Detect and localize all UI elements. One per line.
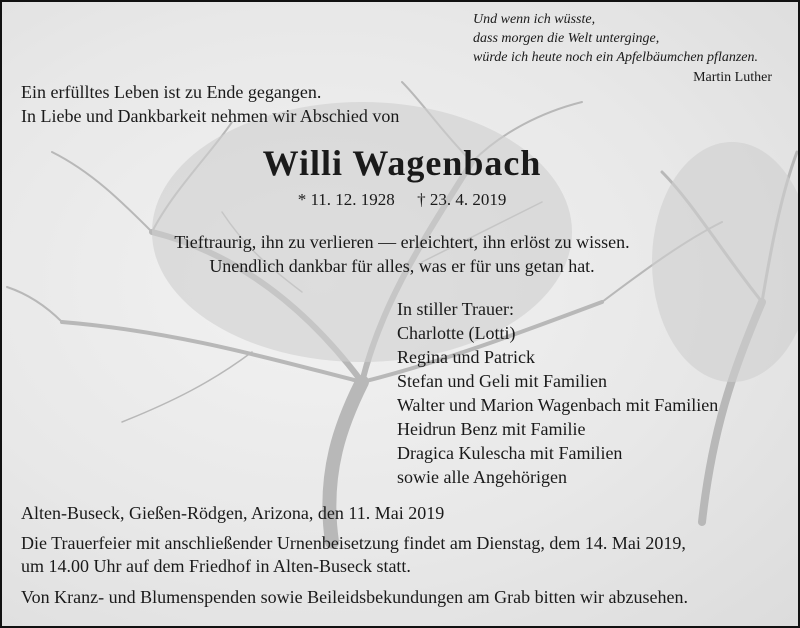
mourner-entry: Stefan und Geli mit Familien: [397, 371, 607, 391]
intro-text: [21, 80, 399, 128]
intro-line: In Liebe und Dankbarkeit nehmen wir Abschied von: [21, 106, 400, 126]
quote-author: Martin Luther: [693, 70, 772, 85]
donation-request: Von Kranz- und Blumenspenden sowie Beileidsbekundungen am Grab bitten wir abzusehen.: [21, 587, 689, 607]
ceremony-line: um 14.00 Uhr auf dem Friedhof in Alten-Buseck statt.: [21, 556, 411, 576]
quote-line: würde ich heute noch ein Apfelbäumchen pflanzen.: [473, 50, 758, 65]
quote-line: Und wenn ich wüsste,: [473, 12, 596, 27]
motto-text: [2, 230, 800, 278]
mourner-entry: Heidrun Benz mit Familie: [397, 419, 586, 439]
mourner-entry: sowie alle Angehörigen: [397, 467, 567, 487]
motto-line: Tieftraurig, ihn zu verlieren — erleichtert, ihn erlöst zu wissen.: [174, 232, 630, 252]
mourner-entry: Regina und Patrick: [397, 347, 535, 367]
quote-block: [473, 10, 783, 67]
deceased-name: Willi Wagenbach: [262, 143, 542, 183]
mourner-entry: Dragica Kulescha mit Familien: [397, 443, 623, 463]
mourners-list: [397, 297, 718, 489]
mourner-entry: Charlotte (Lotti): [397, 323, 516, 343]
quote-line: dass morgen die Welt unterginge,: [473, 31, 660, 46]
life-dates: [2, 190, 800, 210]
ceremony-line: Die Trauerfeier mit anschließender Urnenbeisetzung findet am Dienstag, dem 14. Mai 2019,: [21, 533, 686, 553]
motto-line: Unendlich dankbar für alles, was er für uns getan hat.: [209, 256, 595, 276]
place-date: Alten-Buseck, Gießen-Rödgen, Arizona, den 11. Mai 2019: [21, 503, 445, 523]
death-date: † 23. 4. 2019: [417, 190, 507, 209]
intro-line: Ein erfülltes Leben ist zu Ende gegangen.: [21, 82, 322, 102]
mourners-heading: In stiller Trauer:: [397, 299, 514, 319]
footer-text: [21, 502, 786, 609]
mourner-entry: Walter und Marion Wagenbach mit Familien: [397, 395, 719, 415]
birth-date: * 11. 12. 1928: [297, 190, 395, 209]
